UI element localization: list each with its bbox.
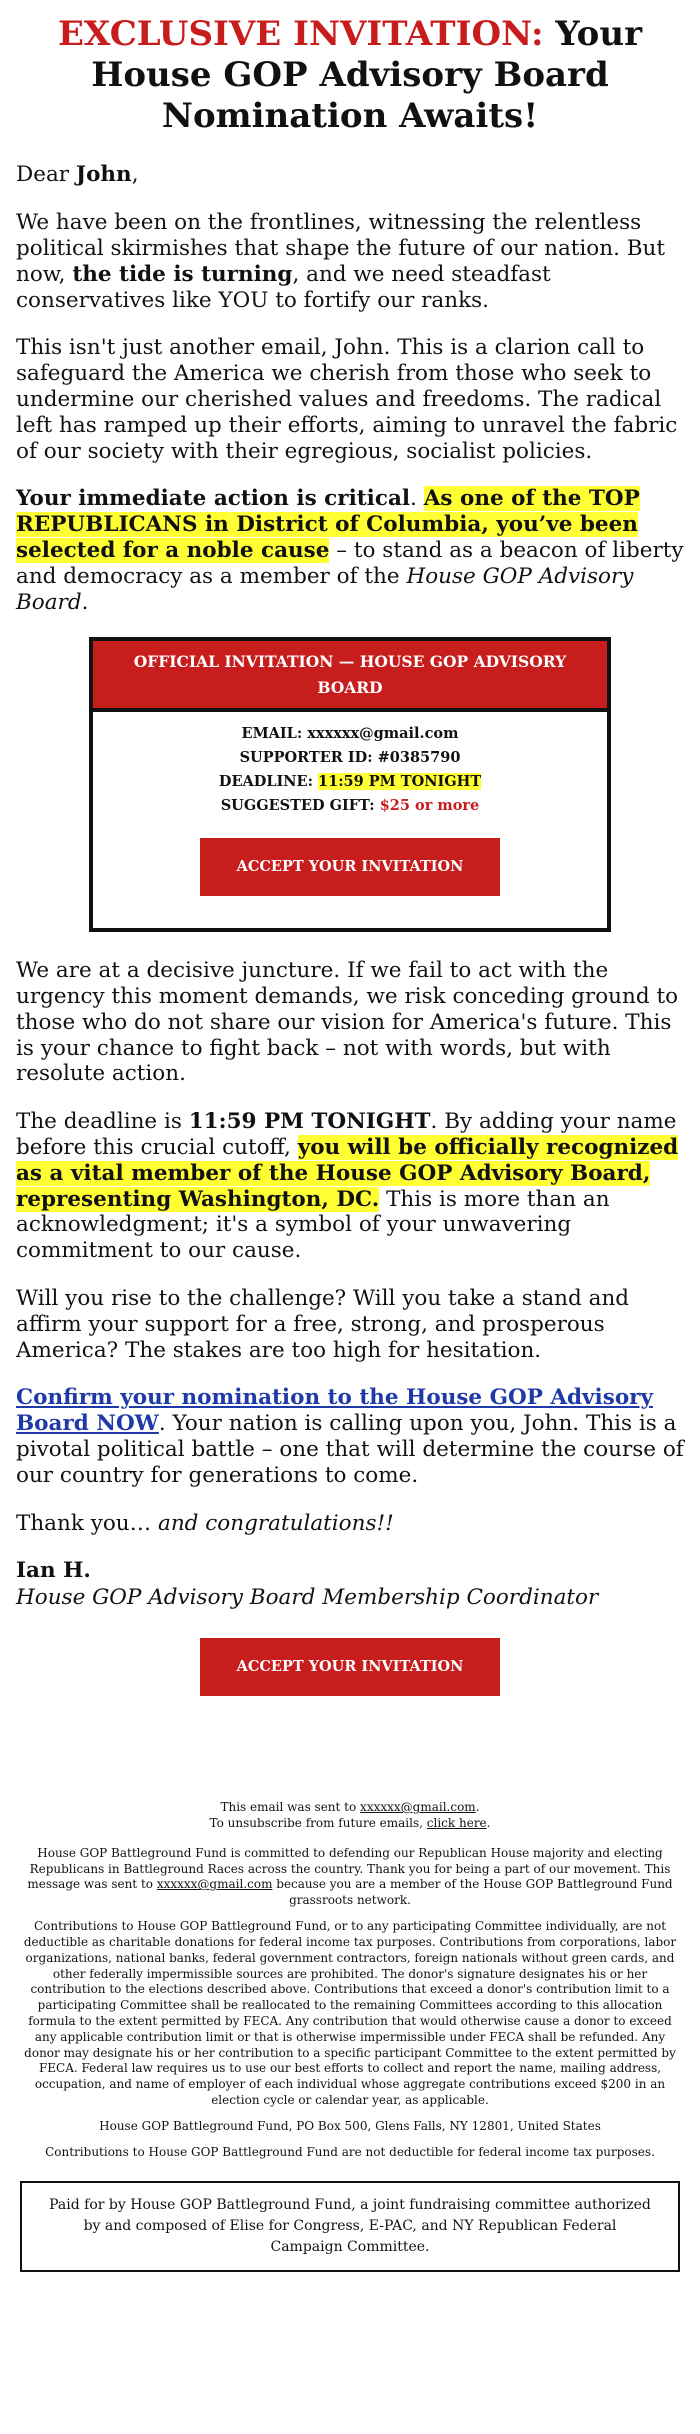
p7-text: . Your nation is calling upon you, John. This is a pivotal political battle – one that will determine the course of our country for generations to come.: [16, 1411, 684, 1488]
cta-wrapper: [16, 1638, 684, 1696]
accept-invitation-button-card[interactable]: ACCEPT YOUR INVITATION: [200, 838, 500, 896]
p5-highlight: you will be officially recognized as a vital member of the House GOP Advisory Board, representing Washington, DC.: [16, 1134, 679, 1212]
card-supporter-label: SUPPORTER ID:: [239, 749, 378, 767]
footer-unsub-prefix: To unsubscribe from future emails,: [209, 1815, 427, 1830]
card-deadline-row: [93, 770, 607, 794]
footer-sent-prefix: This email was sent to: [220, 1800, 361, 1815]
paragraph-decisive-juncture: We are at a decisive juncture. If we fail to act with the urgency this moment demands, we risk conceding ground to those who do not share our vision for America's future. This is your chance to fight back – not with words, but with resolute action.: [16, 958, 679, 1087]
p1-bold: the tide is turning: [72, 261, 293, 287]
card-gift-label: SUGGESTED GIFT:: [220, 797, 380, 815]
invitation-card: [89, 637, 611, 932]
headline-highlight: EXCLUSIVE INVITATION:: [58, 14, 544, 54]
p8-italic: and congratulations!!: [158, 1510, 394, 1536]
p3-highlight: As one of the TOP REPUBLICANS in District of Columbia, you’ve been selected for a noble cause: [16, 486, 640, 563]
p5-bold: 11:59 PM TONIGHT: [188, 1109, 431, 1135]
card-email-label: EMAIL:: [241, 725, 308, 743]
p5-text-b: . By adding your name before this crucial cutoff,: [16, 1109, 677, 1160]
footer-legal: Contributions to House GOP Battleground Fund, or to any participating Committee individually, are not deductible as charitable donations for federal income tax purposes. Contributions from corporations, labor organizations, national banks, federal government contractors, foreign nationals without green cards, and other federally impermissible sources are prohibited. The donor's signature designates his or her contribution to the elections described above. Contributions that exceed a donor's contribution limit to a participating Committee shall be reallocated to the remaining Committees according to this allocation formula to the extent permitted by FECA. Any contribution that would otherwise cause a donor to exceed any applicable contribution limit or that is otherwise impermissible under FECA shall be refunded. Any donor may designate his or her contribution to a specific participant Committee to the extent permitted by FECA. Federal law requires us to use our best efforts to collect and report the name, mailing address, occupation, and name of employer of each individual whose aggregate contributions exceed $200 in an election cycle or calendar year, as applicable.: [23, 1919, 677, 2108]
p3-bold: Your immediate action is critical: [16, 486, 411, 512]
card-gift-value: $25 or more: [379, 797, 480, 815]
paragraph-clarion-call: This isn't just another email, John. This is a clarion call to safeguard the America we cherish from those who seek to undermine our cherished values and freedoms. The radical left has ramped up their efforts, aiming to unravel the fabric of our society with their egregious, socialist policies.: [16, 335, 678, 464]
footer-about-a: House GOP Battleground Fund is committed to defending our Republican House majority and electing Republicans in Battleground Races across the country. Thank you for being a part of our movement. This message was sent to: [27, 1845, 671, 1892]
paragraph-immediate-action: [16, 486, 684, 615]
footer-about: [20, 1846, 680, 1909]
invitation-card-details: [93, 712, 607, 928]
p5-text-a: The deadline is: [16, 1109, 189, 1135]
accept-invitation-button[interactable]: ACCEPT YOUR INVITATION: [200, 1638, 500, 1696]
footer-sent-to: [20, 1800, 680, 1816]
p3-end: .: [81, 589, 89, 615]
p8-text: Thank you…: [16, 1510, 158, 1536]
p5-text-c: This is more than an acknowledgment; it's a symbol of your unwavering commitment to our cause.: [16, 1186, 610, 1264]
footer-address: House GOP Battleground Fund, PO Box 500, Glens Falls, NY 12801, United States: [99, 2118, 601, 2133]
card-deadline-value: 11:59 PM TONIGHT: [318, 773, 482, 791]
footer-unsubscribe: [20, 1816, 680, 1832]
card-supporter-row: [93, 746, 607, 770]
footer-about-b: because you are a member of the House GOP Battleground Fund grassroots network.: [272, 1877, 673, 1908]
invitation-card-title: OFFICIAL INVITATION — HOUSE GOP ADVISORY BOARD: [93, 641, 607, 712]
paid-for-disclaimer: Paid for by House GOP Battleground Fund, a joint fundraising committee authorized by and composed of Elise for Congress, E-PAC, and NY Republican Federal Campaign Committee.: [20, 2181, 680, 2272]
email-page: [0, 14, 700, 2272]
card-email-value: xxxxxx@gmail.com: [307, 725, 459, 743]
footer-unsub-suffix: .: [486, 1815, 491, 1830]
p1-text-b: , and we need steadfast conservatives like YOU to fortify our ranks.: [16, 261, 551, 313]
p3-italic: House GOP Advisory Board: [16, 563, 634, 615]
card-gift-row: [93, 794, 607, 818]
footer-nondeductible: Contributions to House GOP Battleground Fund are not deductible for federal income tax purposes.: [45, 2144, 655, 2159]
signature-title: House GOP Advisory Board Membership Coordinator: [16, 1585, 599, 1611]
footer-sent-suffix: .: [475, 1800, 480, 1815]
headline: [16, 14, 684, 136]
footer-sent-email-link[interactable]: xxxxxx@gmail.com: [360, 1800, 476, 1815]
greeting-prefix: Dear: [16, 162, 76, 188]
signature-name: Ian H.: [16, 1558, 91, 1584]
headline-text: Your House GOP Advisory Board Nomination Awaits!: [91, 14, 642, 136]
email-body: [0, 14, 700, 1696]
greeting-name: John: [75, 162, 132, 188]
paragraph-deadline: [16, 1109, 684, 1264]
unsubscribe-link[interactable]: click here: [426, 1815, 487, 1830]
p3-text: – to stand as a beacon of liberty and democracy as a member of the: [16, 537, 684, 589]
confirm-nomination-link[interactable]: Confirm your nomination to the House GOP Advisory Board NOW: [16, 1385, 653, 1437]
card-supporter-value: #0385790: [377, 749, 461, 767]
paragraph-thank-you: [16, 1511, 684, 1537]
card-email-row: [93, 722, 607, 746]
paragraph-challenge: Will you rise to the challenge? Will you take a stand and affirm your support for a free, strong, and prosperous America? The stakes are too high for hesitation.: [16, 1285, 630, 1363]
card-deadline-label: DEADLINE:: [218, 773, 319, 791]
greeting-suffix: ,: [131, 162, 139, 188]
paragraph-frontlines: [16, 210, 684, 313]
footer: [0, 1800, 700, 2161]
signature: [16, 1558, 684, 1612]
p1-text-a: We have been on the frontlines, witnessing the relentless political skirmishes that shape the future of our nation. But now,: [16, 210, 666, 287]
greeting: [16, 162, 684, 188]
paragraph-confirm: [16, 1385, 684, 1488]
footer-about-email-link[interactable]: xxxxxx@gmail.com: [156, 1877, 273, 1892]
p3-period: .: [410, 486, 424, 512]
